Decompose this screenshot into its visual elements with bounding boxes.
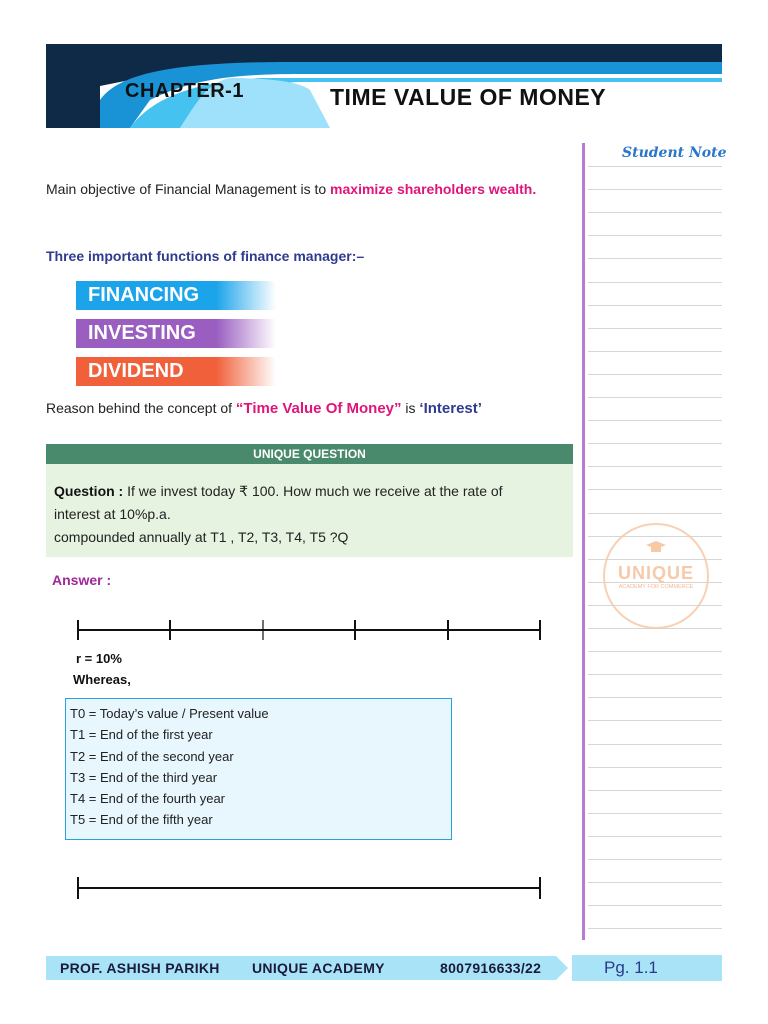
footer-professor: PROF. ASHISH PARIKH [60,960,220,976]
function-dividend: DIVIDEND [76,357,276,386]
note-ruled-line [588,859,722,860]
student-note-heading: Student Note [622,145,727,161]
note-ruled-line [588,397,722,398]
footer-academy: UNIQUE ACADEMY [252,960,385,976]
reason-sentence [46,400,482,417]
note-ruled-line [588,928,722,929]
note-ruled-line [588,443,722,444]
rate-label: r = 10% [76,651,122,666]
note-ruled-line [588,305,722,306]
note-ruled-line [588,351,722,352]
unique-question-header: UNIQUE QUESTION [46,444,573,464]
watermark-name: UNIQUE [617,563,694,583]
note-ruled-line [588,882,722,883]
note-ruled-line [588,836,722,837]
definition-t5: T5 = End of the fifth year [70,812,213,827]
note-ruled-line [588,466,722,467]
function-investing: INVESTING [76,319,276,348]
note-ruled-line [588,420,722,421]
question-label: Question : [54,483,124,499]
note-ruled-line [588,513,722,514]
intro-highlight: maximize shareholders wealth. [330,181,537,197]
note-ruled-line [588,489,722,490]
footer-arrow [556,956,568,980]
note-ruled-line [588,328,722,329]
page-number: Pg. 1.1 [604,958,658,977]
definition-t1: T1 = End of the first year [70,727,213,742]
reason-mid: is [401,400,420,416]
definition-t0: T0 = Today’s value / Present value [70,706,269,721]
definition-t4: T4 = End of the fourth year [70,791,226,806]
watermark-subtitle: ACADEMY FOR COMMERCE [618,584,694,590]
question-line1: If we invest today ₹ 100. How much we receive at the rate of [123,483,503,499]
note-ruled-line [588,720,722,721]
question-line2: interest at 10%p.a. [54,506,171,522]
whereas-label: Whereas, [73,672,131,687]
reason-concept: “Time Value Of Money” [235,400,402,417]
intro-paragraph [46,178,566,201]
note-ruled-line [588,697,722,698]
note-ruled-line [588,235,722,236]
footer-phone: 8007916633/22 [440,960,542,976]
functions-heading: Three important functions of finance manager:– [46,248,365,264]
unique-question-text [54,480,564,549]
note-margin-line [582,143,585,940]
note-ruled-line [588,374,722,375]
note-ruled-line [588,189,722,190]
note-ruled-line [588,905,722,906]
note-ruled-line [588,813,722,814]
note-ruled-line [588,651,722,652]
note-ruled-line [588,674,722,675]
answer-label: Answer : [52,572,112,588]
note-ruled-line [588,744,722,745]
chapter-label: CHAPTER-1 [125,80,244,102]
timeline-ticks [0,615,560,645]
question-line3: compounded annually at T1 , T2, T3, T4, T5 ?Q [54,529,349,545]
reason-prefix: Reason behind the concept of [46,400,236,416]
function-financing: FINANCING [76,281,276,310]
note-ruled-line [588,790,722,791]
page-title: TIME VALUE OF MONEY [330,84,607,110]
note-ruled-line [588,258,722,259]
definition-t2: T2 = End of the second year [70,749,234,764]
intro-text: Main objective of Financial Management is to [46,181,331,197]
note-ruled-line [588,767,722,768]
definition-t3: T3 = End of the third year [70,770,218,785]
graduation-cap-icon [645,540,667,554]
note-ruled-line [588,212,722,213]
note-ruled-line [588,282,722,283]
note-ruled-line [588,166,722,167]
blank-timeline [0,874,560,904]
header-banner [0,0,768,140]
reason-answer: ‘Interest’ [419,400,482,417]
